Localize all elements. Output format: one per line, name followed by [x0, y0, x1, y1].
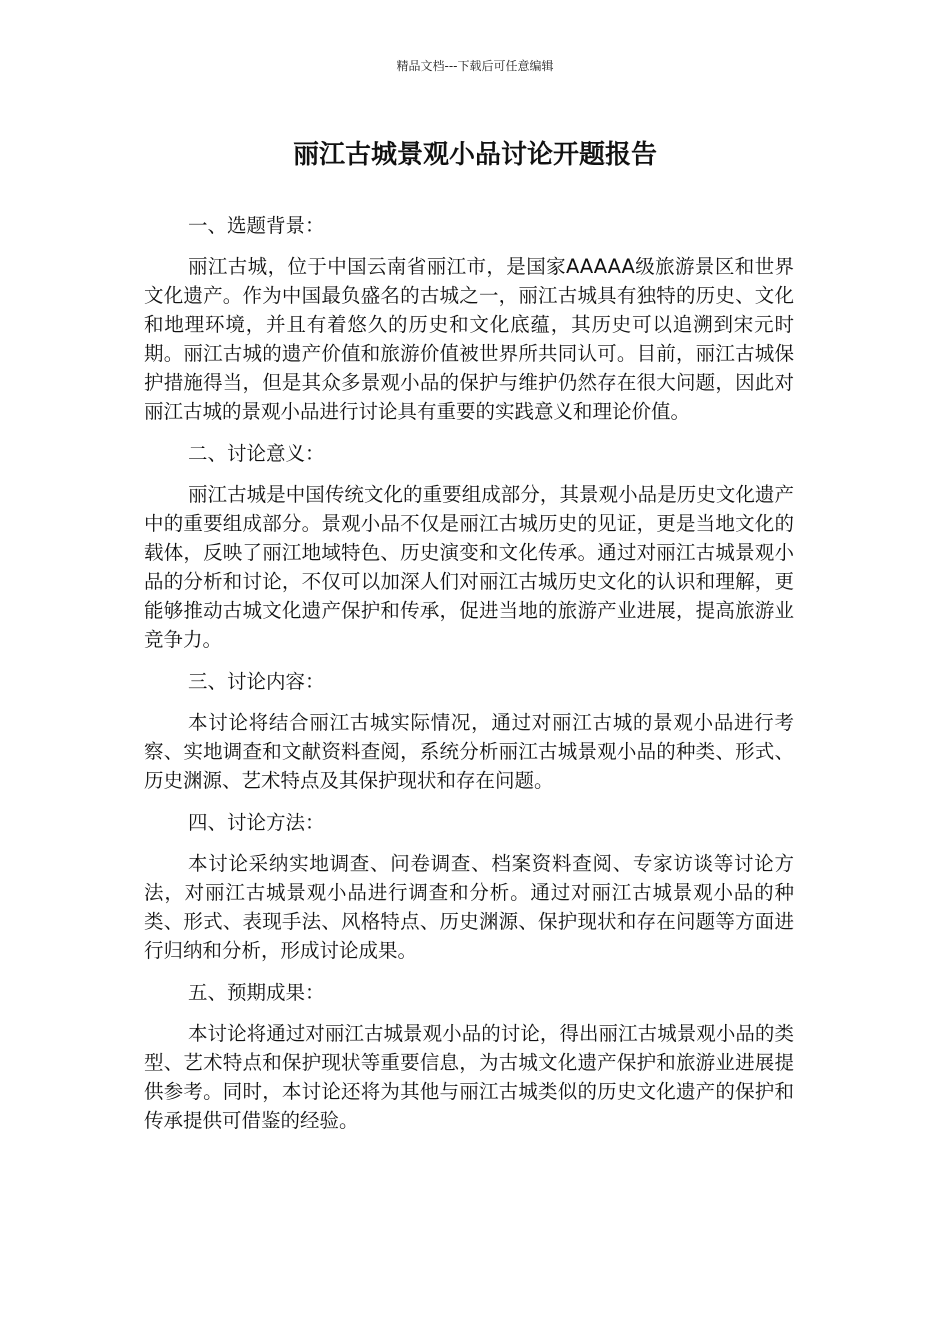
header-note: 精品文档---下载后可任意编辑	[396, 59, 554, 73]
section-heading-method: 四、讨论方法：	[188, 811, 325, 834]
page-title: 丽江古城景观小品讨论开题报告	[292, 140, 657, 170]
section-paragraph-background: 丽江古城，位于中国云南省丽江市，是国家AAAAA级旅游景区和世界文化遗产。作为中国最负盛名的古城之一，丽江古城具有独特的历史、文化和地理环境，并且有着悠久的历史和文化底蕴，其历史可以追溯到宋元时期。丽江古城的遗产价值和旅游价值被世界所共同认可。目前，丽江古城保护措施得当，但是其众多景观小品的保护与维护仍然存在很大问题，因此对丽江古城的景观小品进行讨论具有重要的实践意义和理论价值。	[144, 255, 794, 423]
section-paragraph-expected-results: 本讨论将通过对丽江古城景观小品的讨论，得出丽江古城景观小品的类型、艺术特点和保护现状等重要信息，为古城文化遗产保护和旅游业进展提供参考。同时，本讨论还将为其他与丽江古城类似的历史文化遗产的保护和传承提供可借鉴的经验。	[144, 1022, 794, 1132]
section-heading-background: 一、选题背景：	[188, 214, 325, 237]
section-paragraph-method: 本讨论采纳实地调查、问卷调查、档案资料查阅、专家访谈等讨论方法，对丽江古城景观小品进行调查和分析。通过对丽江古城景观小品的种类、形式、表现手法、风格特点、历史渊源、保护现状和存在问题等方面进行归纳和分析，形成讨论成果。	[144, 852, 794, 962]
section-heading-expected-results: 五、预期成果：	[188, 981, 325, 1004]
section-heading-content: 三、讨论内容：	[188, 670, 325, 693]
section-paragraph-content: 本讨论将结合丽江古城实际情况，通过对丽江古城的景观小品进行考察、实地调查和文献资料查阅，系统分析丽江古城景观小品的种类、形式、历史渊源、艺术特点及其保护现状和存在问题。	[144, 711, 794, 792]
section-paragraph-significance: 丽江古城是中国传统文化的重要组成部分，其景观小品是历史文化遗产中的重要组成部分。景观小品不仅是丽江古城历史的见证，更是当地文化的载体，反映了丽江地域特色、历史演变和文化传承。通过对丽江古城景观小品的分析和讨论，不仅可以加深人们对丽江古城历史文化的认识和理解，更能够推动古城文化遗产保护和传承，促进当地的旅游产业进展，提高旅游业竞争力。	[144, 483, 794, 651]
section-heading-significance: 二、讨论意义：	[188, 442, 325, 465]
document-body	[144, 211, 794, 1148]
